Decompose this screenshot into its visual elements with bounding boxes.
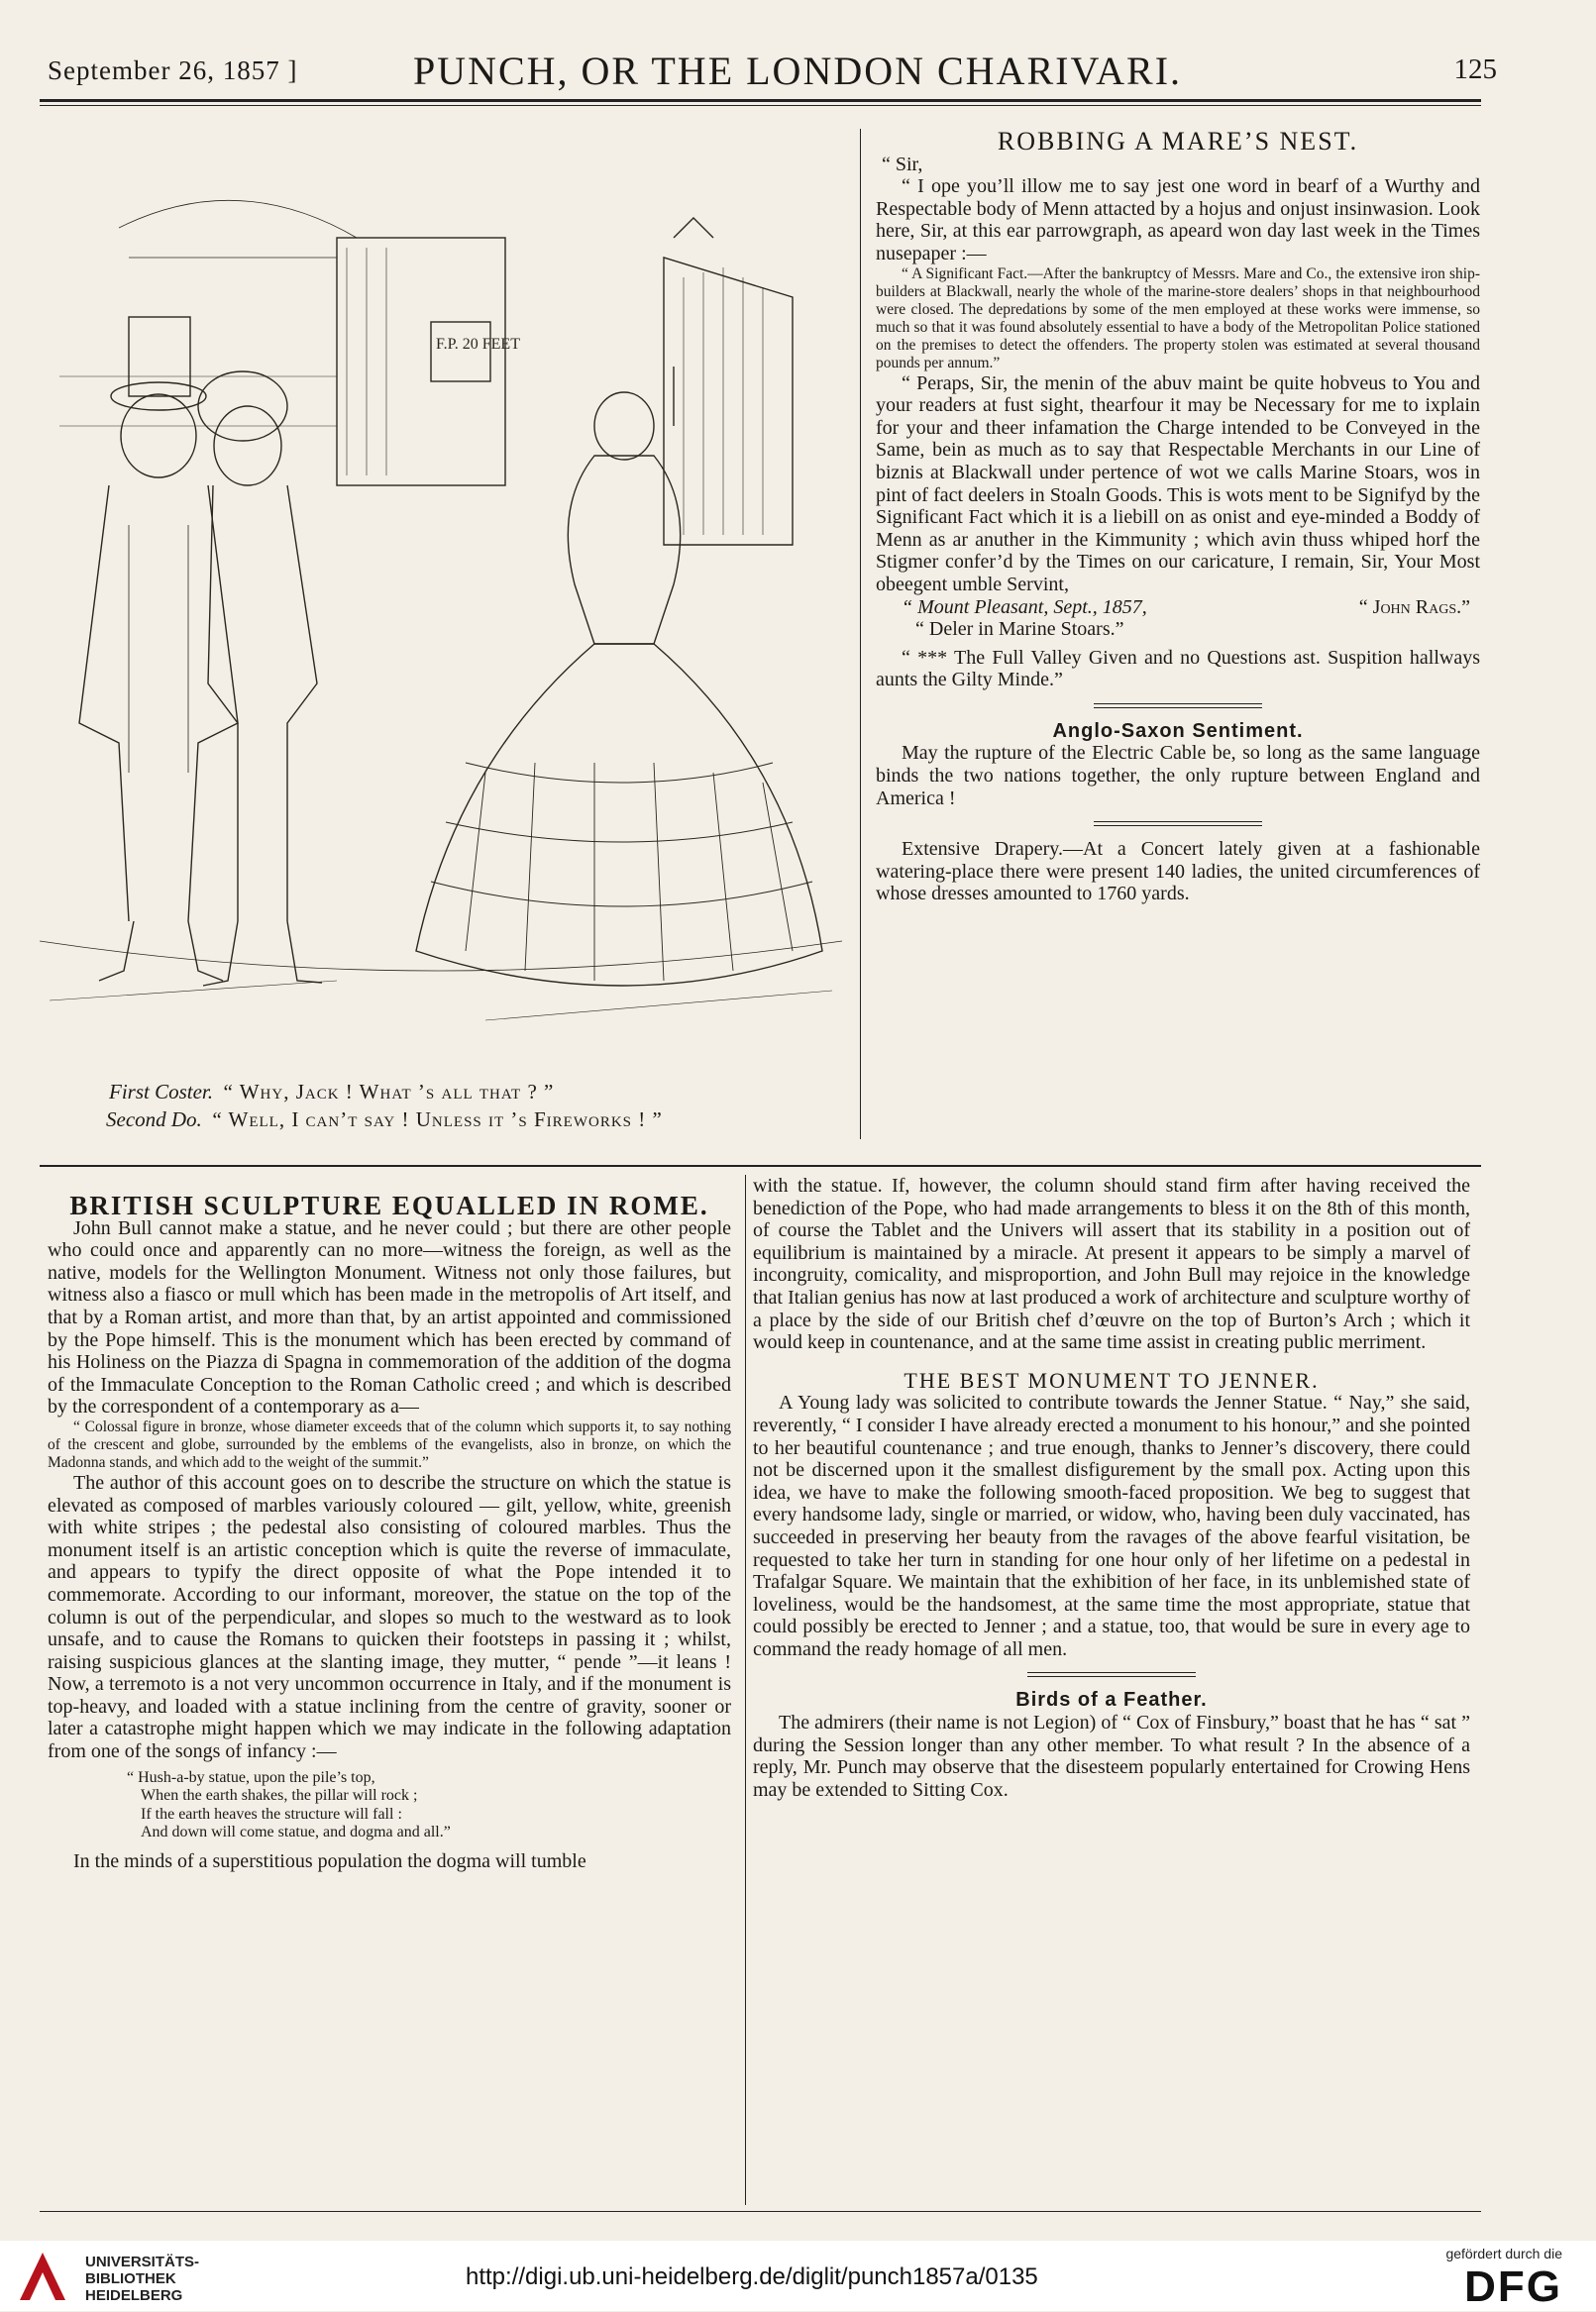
sculpture-title: BRITISH SCULPTURE EQUALLED IN ROME. xyxy=(69,1191,709,1220)
sculpture-quote: “ Colossal figure in bronze, whose diameter exceeds that of the column which supports it, to say nothing of the crescent and globe, surrounded by the emblems of the evangelists, also in bronze, on which the Madonna stands, and which add to the weight of the summit.” xyxy=(48,1418,731,1471)
jenner-column xyxy=(753,1175,1470,1801)
cartoon-illustration xyxy=(40,129,842,1070)
poem-line-3: If the earth heaves the structure will fall : xyxy=(141,1805,402,1823)
poem-line-1: “ Hush-a-by statue, upon the pile’s top, xyxy=(127,1768,375,1786)
source-url[interactable]: http://digi.ub.uni-heidelberg.de/diglit/punch1857a/0135 xyxy=(466,2263,1038,2290)
coster2-head xyxy=(214,406,281,485)
caption-text-2: “ Well, I can’t say ! Unless it ’s Fireworks ! ” xyxy=(212,1107,663,1131)
anglo-text: May the rupture of the Electric Cable be, so long as the same language binds the two nations together, the only rupture between England and America ! xyxy=(876,742,1480,809)
library-name xyxy=(85,2254,199,2304)
caption-line-1 xyxy=(109,1078,822,1105)
coster1-coat xyxy=(79,485,238,921)
separator-2 xyxy=(1094,821,1262,826)
separator-1 xyxy=(1094,703,1262,708)
sculpture-paragraph-3: In the minds of a superstitious population the dogma will tumble xyxy=(73,1849,586,1872)
section-rule xyxy=(40,1165,1481,1167)
caption-text-1: “ Why, Jack ! What ’s all that ? ” xyxy=(223,1080,555,1103)
poster-wall xyxy=(337,238,505,485)
anglo-title: Anglo-Saxon Sentiment. xyxy=(1052,719,1304,742)
caption-line-2 xyxy=(106,1105,822,1133)
robbing-salutation: “ Sir, xyxy=(882,153,923,175)
funded-by-label: gefördert durch die xyxy=(1445,2246,1562,2261)
header-date: September 26, 1857 ] xyxy=(48,55,298,85)
drapery-text: Extensive Drapery.—At a Concert lately given at a fashionable watering-place there were present 140 ladies, the united circumferences of whose dresses amounted to 1760 yards. xyxy=(876,838,1480,905)
robbing-sig-trade: “ Deler in Marine Stoars.” xyxy=(915,618,1124,641)
dfg-logo: DFG xyxy=(1464,2262,1562,2311)
sculpture-column xyxy=(48,1191,731,1872)
library-name-line-3: HEIDELBERG xyxy=(85,2287,183,2304)
robbing-sig-place: “ Mount Pleasant, Sept., 1857, xyxy=(902,595,1147,618)
jenner-title: THE BEST MONUMENT TO JENNER. xyxy=(904,1367,1320,1393)
robbing-paragraph-1: “ I ope you’ll illow me to say jest one word in bearf of a Wurthy and Respectable body of Menn attacted by a hojus and onjust insinwasion. Look here, Sir, at this ear parrowgraph, as apeard won day last week in the Times nusepaper :— xyxy=(876,175,1480,264)
separator-3 xyxy=(1027,1672,1196,1677)
coster1-head xyxy=(121,394,196,477)
library-name-line-2: BIBLIOTHEK xyxy=(85,2270,176,2287)
birds-text: The admirers (their name is not Legion) of “ Cox of Finsbury,” boast that he has “ sat ” during the Session longer than any other member. To what result ? In the absence of a reply, Mr. Punch may observe that the disesteem popularly entertained for Crowing Hens may be extended to Sitting Cox. xyxy=(753,1712,1470,1801)
crinoline-skirt xyxy=(416,644,822,986)
tall-building xyxy=(664,258,793,545)
bottom-rule xyxy=(40,2211,1481,2212)
caption-speaker-1: First Coster. xyxy=(109,1080,214,1103)
lady-bonnet xyxy=(594,392,654,460)
robbing-quote: “ A Significant Fact.—After the bankruptcy of Messrs. Mare and Co., the extensive iron ship-builders at Blackwall, nearly the whole of the marine-store dealers’ shops in that neighbourhood were closed. The depredations by some of the men employed at these works were immense, so much so that it was found absolutely essential to have a body of the Metropolitan Police stationed on the premises to detect the offenders. The property stolen was estimated at several thousand pounds per annum.” xyxy=(876,264,1480,371)
sculpture-paragraph-4: with the statue. If, however, the column should stand firm after having received the benediction of the Pope, who had made arrangements to bless it on the 8th of this month, of course the Tablet and the Univers will assert that its stability in a position out of equilibrium is maintained by a miracle. At present it appears to be simply a marvel of incongruity, comicality, and misproportion, and John Bull may rejoice in the knowledge that Italian genius has now at last produced a work of architecture and sculpture worthy of a place by the side of our British chef d’œuvre on the top of Burton’s Arch ; which it would keep in countenance, and at the same time assist in creating public merriment. xyxy=(753,1175,1470,1354)
sculpture-paragraph-2: The author of this account goes on to describe the structure on which the statue is elevated as composed of marbles variously coloured — gilt, yellow, white, greenish with white stripes ; the pedestal also consisting of coloured marbles. Thus the monument itself is an artistic conception which is quite the reverse of immaculate, and appears to typify the direct opposite of what the Pope intended it to commemorate. According to our informant, moreover, the statue on the top of the column is out of the perpendicular, and slopes so much to the westward as to look unsafe, and to cause the Romans to quicken their footsteps in passing it ; whilst, raising suspicious glances at the slanting image, they mutter, “ pende ”—it leans ! Now, a terremoto is a not very uncommon occurrence in Italy, and if the monument is top-heavy, and loaded with a statue inclining from the centre of gravity, sooner or later a catastrophe might happen which we may indicate in the following adaptation from one of the songs of infancy :— xyxy=(48,1471,731,1763)
cartoon-caption xyxy=(106,1078,822,1133)
robbing-paragraph-2: “ Peraps, Sir, the menin of the abuv maint be quite hobveus to You and your readers at fust sight, thearfour it may be Necessary for me to ixplain for your and theer infamation the Charge intended to be Conveyed in the Same, bein as much as to say that Respectable Merchants in our Line of biznis at Blackwall under pertence of wot we calls Marine Stoars, wos in pint of fact deelers in Stoaln Goods. This is wots ment to be Signifyd by the Significant Fact which it is a liebill on as onist and eye-minded a Boddy of Menn as ar anuther in the Kimmunity ; which avin thuss whiped horf the Stigmer confer’d by the Times on our caricature, I remain, Sir, Your Most obeegent umble Servint, xyxy=(876,371,1480,595)
jenner-text: A Young lady was solicited to contribute towards the Jenner Statue. “ Nay,” she said, reverently, “ I consider I have already erected a monument to his honour,” and she pointed to her beautiful countenance ; and true enough, thanks to Jenner’s discovery, there could not be discerned upon it the smallest disfigurement by the small pox. Acting upon this idea, we have to make the following smooth-faced proposition. We beg to suggest that every handsome lady, single or married, or widow, who, having been duly vaccinated, has succeeded in preserving her beauty from the ravages of the above fearful visitation, be requested to take her turn in standing for one hour only of her lifetime on a pedestal in Trafalgar Square. We maintain that the exhibition of her face, in its unblemished state of loveliness, would be the handsomest, at the same time the most appropriate, statue that could possibly be erected to Jenner ; and a statue, too, that would be sure in every age to command the ready homage of all men. xyxy=(753,1392,1470,1660)
header-title: PUNCH, OR THE LONDON CHARIVARI. xyxy=(412,49,1183,93)
robbing-postscript: “ *** The Full Valley Given and no Questions ast. Suspition hallways aunts the Gilty Minde.” xyxy=(876,646,1480,691)
robbing-column xyxy=(876,127,1480,905)
header-rule-thin xyxy=(40,105,1481,106)
poem-line-4: And down will come statue, and dogma and all.” xyxy=(141,1824,451,1841)
header-page-number: 125 xyxy=(1453,53,1497,85)
column-rule-bottom xyxy=(745,1175,746,2205)
header-rule xyxy=(40,99,1481,102)
poem-line-2: When the earth shakes, the pillar will rock ; xyxy=(141,1787,418,1805)
sculpture-poem xyxy=(127,1769,731,1842)
sign-text: F.P. 20 FEET xyxy=(436,336,520,353)
sculpture-paragraph-1: John Bull cannot make a statue, and he never could ; but there are other people who could once and apparently can no more—witness the foreign, as well as the native, models for the Wellington Monument. Witness not only those failures, but witness also a fiasco or mull which has been made in the metropolis of Art itself, and that by a Roman artist, and more than that, by an artist appointed and commissioned by the Pope himself. This is the monument which has been erected by command of his Holiness on the Piazza di Spagna in commemoration of the addition of the dogma of the Immaculate Conception to the Roman Catholic creed ; and which is described by the correspondent of a contemporary as a— xyxy=(48,1216,731,1419)
column-rule-top xyxy=(860,129,861,1139)
robbing-signature xyxy=(876,596,1480,619)
university-library-logo-icon xyxy=(18,2251,67,2302)
coster2-coat xyxy=(208,485,317,921)
robbing-sig-name: “ John Rags.” xyxy=(1358,595,1470,618)
birds-title: Birds of a Feather. xyxy=(1015,1689,1208,1712)
robbing-title: ROBBING A MARE’S NEST. xyxy=(997,127,1359,156)
library-name-line-1: UNIVERSITÄTS- xyxy=(85,2254,200,2270)
caption-speaker-2: Second Do. xyxy=(106,1107,202,1131)
